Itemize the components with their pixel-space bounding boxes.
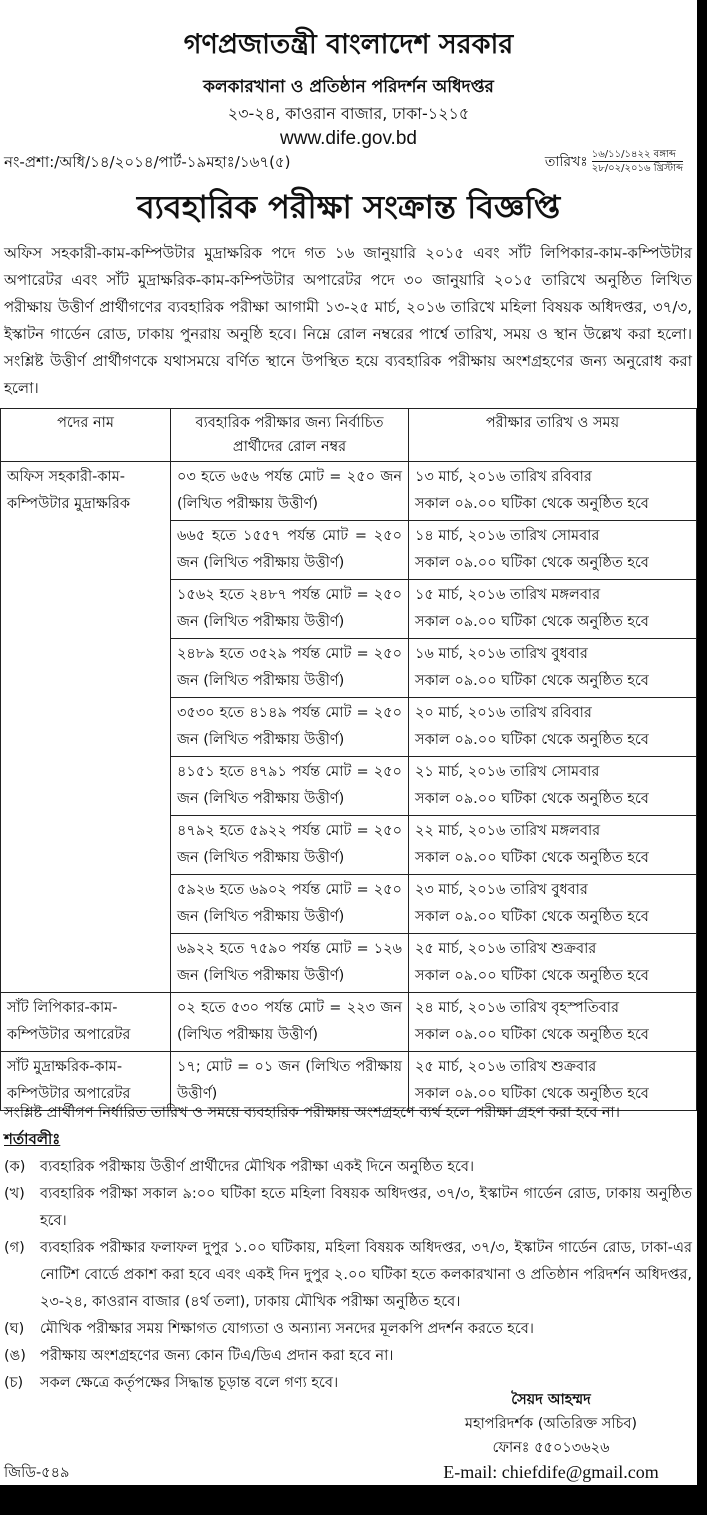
exam-time: সকাল ০৯.০০ ঘটিকা থেকে অনুষ্ঠিত হবে [415, 614, 649, 630]
exam-date-time [409, 639, 697, 698]
scan-edge-bottom [0, 1485, 707, 1515]
table-row [1, 462, 697, 521]
post-name-continued [1, 639, 171, 698]
exam-date: ২২ মার্চ, ২০১৬ তারিখ মঙ্গলবার [415, 823, 601, 839]
exam-date-time [409, 462, 697, 521]
table-row [1, 580, 697, 639]
signatory-designation: মহাপরিদর্শক (অতিরিক্ত সচিব) [464, 1416, 638, 1432]
signatory-name: সৈয়দ আহম্মদ [511, 1392, 591, 1408]
post-name-continued [1, 816, 171, 875]
exam-date-time [409, 521, 697, 580]
exam-date-time [409, 934, 697, 993]
table-row [1, 934, 697, 993]
exam-date: ১৫ মার্চ, ২০১৬ তারিখ মঙ্গলবার [415, 587, 601, 603]
post-name-continued [1, 757, 171, 816]
date-english: ২৮/০২/২০১৬ খ্রিস্টাব্দ [591, 163, 683, 174]
exam-time: সকাল ০৯.০০ ঘটিকা থেকে অনুষ্ঠিত হবে [415, 673, 649, 689]
exam-date-time [409, 816, 697, 875]
conditions-list [4, 1154, 692, 1397]
signatory-email[interactable]: E-mail: chiefdife@gmail.com [443, 1462, 659, 1482]
exam-date: ২৪ মার্চ, ২০১৬ তারিখ বৃহস্পতিবার [415, 1000, 619, 1016]
condition-label: (ঙ) [4, 1348, 26, 1364]
roll-range: ৬৯২২ হতে ৭৫৯০ পর্যন্ত মোট = ১২৬ জন (লিখিত পরীক্ষায় উত্তীর্ণ) [171, 934, 409, 993]
exam-time: সকাল ০৯.০০ ঘটিকা থেকে অনুষ্ঠিত হবে [415, 1027, 649, 1043]
exam-date-time [409, 757, 697, 816]
exam-date-time [409, 698, 697, 757]
list-item [4, 1316, 692, 1343]
table-row [1, 757, 697, 816]
roll-range: ৬৬৫ হতে ১৫৫৭ পর্যন্ত মোট = ২৫০ জন (লিখিত পরীক্ষায় উত্তীর্ণ) [171, 521, 409, 580]
date-fraction [592, 148, 683, 175]
condition-text: ব্যবহারিক পরীক্ষা সকাল ৯:০০ ঘটিকা হতে মহিলা বিষয়ক অধিদপ্তর, ৩৭/৩, ইস্কাটন গার্ডেন রোড, ঢাকায় অনুষ্ঠিত হবে। [40, 1186, 692, 1229]
table-row [1, 639, 697, 698]
condition-label: (চ) [4, 1375, 24, 1391]
table-row [1, 698, 697, 757]
post-name-continued [1, 875, 171, 934]
table-header-row [1, 409, 697, 462]
post-name-continued [1, 934, 171, 993]
list-item [4, 1181, 692, 1235]
exam-date: ২১ মার্চ, ২০১৬ তারিখ সোমবার [415, 764, 600, 780]
condition-label: (গ) [4, 1240, 25, 1256]
exam-date-time [409, 875, 697, 934]
roll-range: ৪৭৯২ হতে ৫৯২২ পর্যন্ত মোট = ২৫০ জন (লিখিত পরীক্ষায় উত্তীর্ণ) [171, 816, 409, 875]
roll-range: ৩৫৩০ হতে ৪১৪৯ পর্যন্ত মোট = ২৫০ জন (লিখিত পরীক্ষায় উত্তীর্ণ) [171, 698, 409, 757]
condition-label: (ক) [4, 1159, 26, 1175]
department-name: কলকারখানা ও প্রতিষ্ঠান পরিদর্শন অধিদপ্তর [203, 77, 494, 97]
notice-title: ব্যবহারিক পরীক্ষা সংক্রান্ত বিজ্ঞপ্তি [136, 188, 561, 226]
table-row [1, 816, 697, 875]
reference-number: নং-প্রশা:/অধি/১৪/২০১৪/পার্ট-১৯মহাঃ/১৬৭(৫) [4, 153, 291, 171]
condition-text: ব্যবহারিক পরীক্ষায় উত্তীর্ণ প্রার্থীদের মৌখিক পরীক্ষা একই দিনে অনুষ্ঠিত হবে। [40, 1159, 475, 1175]
scan-edge-right [697, 0, 707, 1515]
post-name-continued [1, 698, 171, 757]
office-address: ২৩-২৪, কাওরান বাজার, ঢাকা-১২১৫ [227, 104, 470, 123]
date-label: তারিখঃ [544, 153, 588, 170]
exam-date: ১৬ মার্চ, ২০১৬ তারিখ বুধবার [415, 646, 588, 662]
exam-time: সকাল ০৯.০০ ঘটিকা থেকে অনুষ্ঠিত হবে [415, 732, 649, 748]
post-name: সাঁট লিপিকার-কাম-কম্পিউটার অপারেটর [1, 993, 171, 1052]
condition-text: মৌখিক পরীক্ষার সময় শিক্ষাগত যোগ্যতা ও অন্যান্য সনদের মূলকপি প্রদর্শন করতে হবে। [40, 1321, 534, 1337]
roll-range: ১৭; মোট = ০১ জন (লিখিত পরীক্ষায় উত্তীর্ণ) [171, 1052, 409, 1111]
exam-date-time [409, 993, 697, 1052]
condition-label: (খ) [4, 1186, 25, 1202]
roll-range: ০৩ হতে ৬৫৬ পর্যন্ত মোট = ২৫০ জন (লিখিত পরীক্ষায় উত্তীর্ণ) [171, 462, 409, 521]
roll-range: ২৪৮৯ হতে ৩৫২৯ পর্যন্ত মোট = ২৫০ জন (লিখিত পরীক্ষায় উত্তীর্ণ) [171, 639, 409, 698]
signatory-phone: ফোনঃ ৫৫০১৩৬২৬ [492, 1440, 610, 1456]
exam-date: ২০ মার্চ, ২০১৬ তারিখ রবিবার [415, 705, 592, 721]
exam-schedule-table [0, 408, 697, 1111]
condition-text: ব্যবহারিক পরীক্ষার ফলাফল দুপুর ১.০০ ঘটিকায়, মহিলা বিষয়ক অধিদপ্তর, ৩৭/৩, ইস্কাটন গার্ডেন রোড, ঢাকা-এর নোটিশ বোর্ডে প্রকাশ করা হবে এবং একই দিন দুপুর ২.০০ ঘটিকা হতে কলকারখানা ও প্রতিষ্ঠান পরিদর্শন অধিদপ্তর, ২৩-২৪, কাওরান বাজার (৪র্থ তলা), ঢাকায় মৌখিক পরীক্ষা অনুষ্ঠিত হবে। [40, 1240, 692, 1310]
roll-range: ০২ হতে ৫৩০ পর্যন্ত মোট = ২২৩ জন (লিখিত পরীক্ষায় উত্তীর্ণ) [171, 993, 409, 1052]
post-name: অফিস সহকারী-কাম-কম্পিউটার মুদ্রাক্ষরিক [1, 462, 171, 521]
exam-date: ১৩ মার্চ, ২০১৬ তারিখ রবিবার [415, 469, 592, 485]
exam-date-time [409, 580, 697, 639]
list-item [4, 1235, 692, 1316]
website-link[interactable]: www.dife.gov.bd [280, 128, 417, 149]
exam-time: সকাল ০৯.০০ ঘটিকা থেকে অনুষ্ঠিত হবে [415, 555, 649, 571]
exam-time: সকাল ০৯.০০ ঘটিকা থেকে অনুষ্ঠিত হবে [415, 791, 649, 807]
gd-number: জিডি-৫৪৯ [4, 1465, 70, 1481]
post-name-continued [1, 580, 171, 639]
absence-note: সংশ্লিষ্ট প্রার্থীগণ নির্ধারিত তারিখ ও সময়ে ব্যবহারিক পরীক্ষায় অংশগ্রহণে ব্যর্থ হলে পরীক্ষা গ্রহণ করা হবে না। [4, 1105, 620, 1121]
condition-label: (ঘ) [4, 1321, 25, 1337]
intro-paragraph: অফিস সহকারী-কাম-কম্পিউটার মুদ্রাক্ষরিক পদে গত ১৬ জানুয়ারি ২০১৫ এবং সাঁট লিপিকার-কাম-কম্পিউটার অপারেটর এবং সাঁট মুদ্রাক্ষরিক-কাম-কম্পিউটার অপারেটর পদে ৩০ জানুয়ারি ২০১৫ তারিখে অনুষ্ঠিত লিখিত পরীক্ষায় উত্তীর্ণ প্রার্থীগণের ব্যবহারিক পরীক্ষা আগামী ১৩-২৫ মার্চ, ২০১৬ তারিখে মহিলা বিষয়ক অধিদপ্তর, ৩৭/৩, ইস্কাটন গার্ডেন রোড, ঢাকায় পুনরায় অনুষ্ঠি হবে। নিম্নে রোল নম্বরের পার্শ্বে তারিখ, সময় ও স্থান উল্লেখ করা হলো। সংশ্লিষ্ট উত্তীর্ণ প্রার্থীগণকে যথাসময়ে বর্ণিত স্থানে উপস্থিত হয়ে ব্যবহারিক পরীক্ষায় অংশগ্রহণের জন্য অনুরোধ করা হলো। [4, 244, 692, 397]
header-post: পদের নাম [1, 409, 171, 462]
exam-time: সকাল ০৯.০০ ঘটিকা থেকে অনুষ্ঠিত হবে [415, 909, 649, 925]
header-roll: ব্যবহারিক পরীক্ষার জন্য নির্বাচিত প্রার্থীদের রোল নম্বর [171, 409, 409, 462]
condition-text: সকল ক্ষেত্রে কর্তৃপক্ষের সিদ্ধান্ত চূড়ান্ত বলে গণ্য হবে। [40, 1375, 339, 1391]
signature-block [431, 1388, 671, 1484]
exam-date: ১৪ মার্চ, ২০১৬ তারিখ সোমবার [415, 528, 600, 544]
roll-range: ৫৯২৬ হতে ৬৯০২ পর্যন্ত মোট = ২৫০ জন (লিখিত পরীক্ষায় উত্তীর্ণ) [171, 875, 409, 934]
exam-time: সকাল ০৯.০০ ঘটিকা থেকে অনুষ্ঠিত হবে [415, 496, 649, 512]
condition-text: পরীক্ষায় অংশগ্রহণের জন্য কোন টিএ/ডিএ প্রদান করা হবে না। [40, 1348, 394, 1364]
table-row [1, 993, 697, 1052]
list-item [4, 1154, 692, 1181]
exam-date: ২৫ মার্চ, ২০১৬ তারিখ শুক্রবার [415, 1059, 597, 1075]
roll-range: ১৫৬২ হতে ২৪৮৭ পর্যন্ত মোট = ২৫০ জন (লিখিত পরীক্ষায় উত্তীর্ণ) [171, 580, 409, 639]
exam-time: সকাল ০৯.০০ ঘটিকা থেকে অনুষ্ঠিত হবে [415, 850, 649, 866]
roll-range: ৪১৫১ হতে ৪৭৯১ পর্যন্ত মোট = ২৫০ জন (লিখিত পরীক্ষায় উত্তীর্ণ) [171, 757, 409, 816]
exam-date: ২৩ মার্চ, ২০১৬ তারিখ বুধবার [415, 882, 588, 898]
post-name: সাঁট মুদ্রাক্ষরিক-কাম-কম্পিউটার অপারেটর [1, 1052, 171, 1111]
post-name-continued [1, 521, 171, 580]
table-row [1, 521, 697, 580]
exam-date: ২৫ মার্চ, ২০১৬ তারিখ শুক্রবার [415, 941, 597, 957]
notice-date [545, 148, 683, 175]
exam-time: সকাল ০৯.০০ ঘটিকা থেকে অনুষ্ঠিত হবে [415, 968, 649, 984]
exam-time: সকাল ০৯.০০ ঘটিকা থেকে অনুষ্ঠিত হবে [415, 1086, 649, 1102]
header-date: পরীক্ষার তারিখ ও সময় [409, 409, 697, 462]
government-name: গণপ্রজাতন্ত্রী বাংলাদেশ সরকার [183, 29, 514, 60]
date-bangla: ১৬/১১/১৪২২ বঙ্গাব্দ [592, 148, 683, 162]
list-item [4, 1343, 692, 1370]
conditions-title: শর্তাবলীঃ [4, 1130, 61, 1148]
table-row [1, 875, 697, 934]
